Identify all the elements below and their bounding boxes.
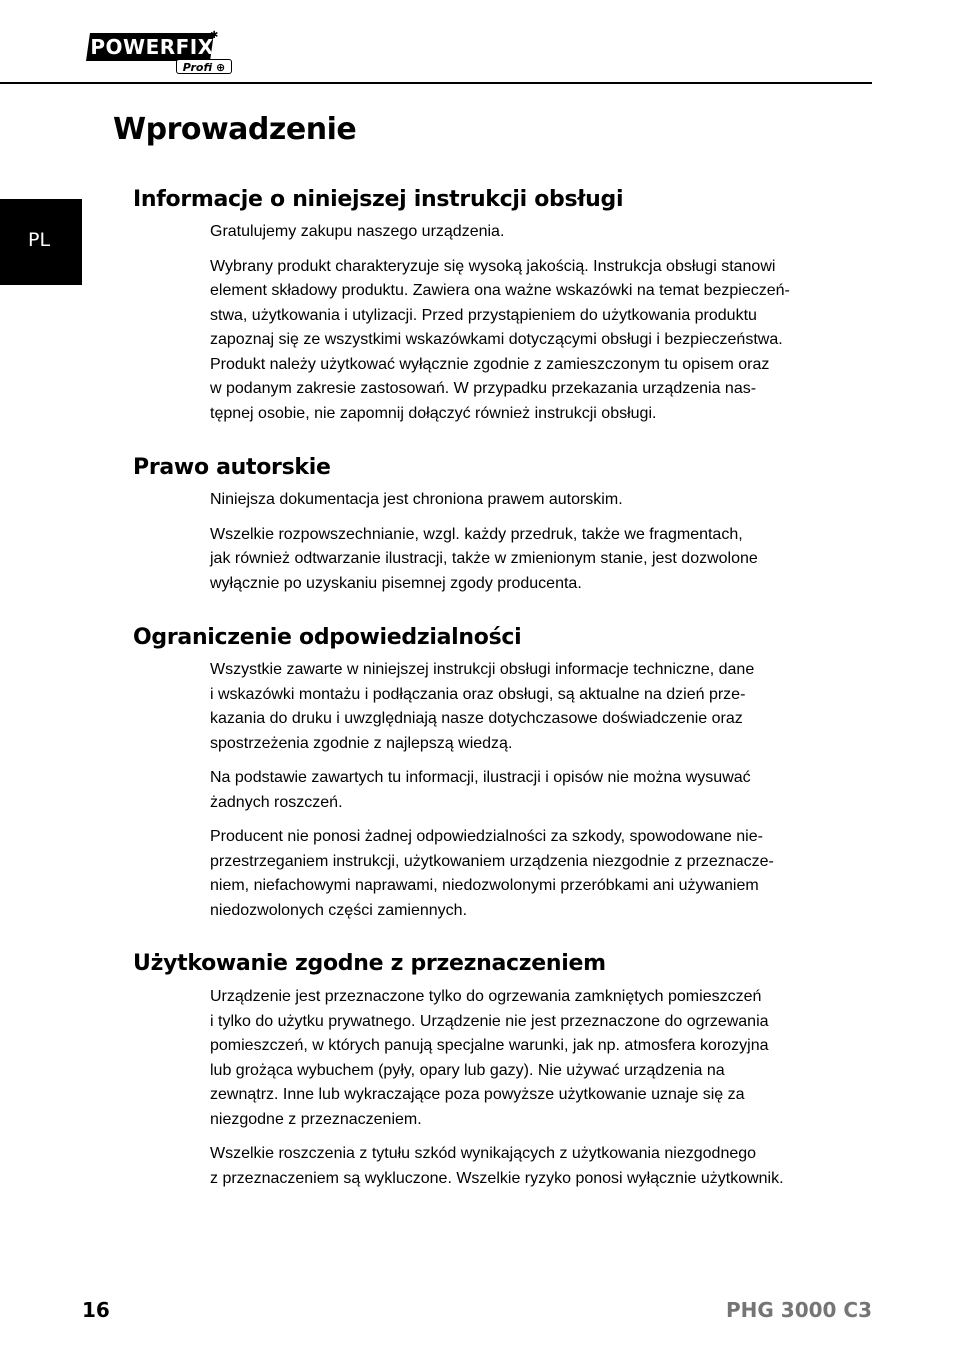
text-line: i tylko do użytku prywatnego. Urządzenie nie jest przeznaczone do ogrzewania [210,1012,769,1030]
text-line: i wskazówki montażu i podłączania oraz obsługi, są aktualne na dzień prze- [210,685,746,703]
text-line: stwa, użytkowania i utylizacji. Przed przystąpieniem do użytkowania produktu [210,306,757,324]
text-line: Gratulujemy zakupu naszego urządzenia. [210,223,505,240]
paragraph [210,255,850,427]
section-heading: Ograniczenie odpowiedzialności [133,625,522,650]
section-heading: Użytkowanie zgodne z przeznaczeniem [133,951,606,976]
logo-text: POWERFIX [90,35,214,59]
text-line: kazania do druku i uwzględniają nasze dotychczasowe doświadczenie oraz [210,710,743,727]
text-line: jak również odtwarzanie ilustracji, także w zmienionym stanie, jest dozwolone [210,550,758,567]
paragraph [210,825,850,923]
text-line: niedozwolonych części zamiennych. [210,901,468,919]
text-line: Na podstawie zawartych tu informacji, ilustracji i opisów nie można wysuwać [210,769,751,786]
section-body [210,658,850,933]
powerfix-logo [88,30,236,75]
paragraph [210,985,850,1132]
text-line: Wybrany produkt charakteryzuje się wysoką jakością. Instrukcja obsługi stanowi [210,257,776,275]
language-tab [0,199,82,285]
text-line: zewnątrz. Inne lub wykraczające poza powyższe użytkowanie uznaje się za [210,1086,745,1103]
text-line: żadnych roszczeń. [210,793,343,811]
section-body [210,220,850,436]
header-rule [0,82,872,84]
text-line: Produkt należy użytkować wyłącznie zgodnie z zamieszczonym tu opisem oraz [210,355,770,373]
text-line: Wszelkie roszczenia z tytułu szkód wynikających z użytkowania niezgodnego [210,1145,757,1162]
paragraph [210,488,850,513]
model-name: PHG 3000 C3 [726,1298,872,1322]
text-line: tępnej osobie, nie zapomnij dołączyć również instrukcji obsługi. [210,404,657,422]
logo-profi-text: Profi [182,61,213,74]
text-line: spostrzeżenia zgodnie z najlepszą wiedzą. [210,734,513,752]
logo-profi-badge: Profi ⊕ [176,59,232,74]
text-line: pomieszczeń, w których panują specjalne warunki, jak np. atmosfera korozyjna [210,1037,769,1054]
page-number: 16 [82,1298,110,1322]
paragraph [210,766,850,815]
section-body [210,985,850,1201]
logo-star-icon: ✱ [210,30,219,41]
paragraph [210,220,850,245]
text-line: z przeznaczeniem są wykluczone. Wszelkie ryzyko ponosi wyłącznie użytkownik. [210,1169,784,1187]
page-title: Wprowadzenie [113,112,357,147]
text-line: element składowy produktu. Zawiera ona ważne wskazówki na temat bezpieczeń- [210,282,790,299]
text-line: wyłącznie po uzyskaniu pisemnej zgody producenta. [210,574,582,592]
section-heading: Informacje o niniejszej instrukcji obsługi [133,187,624,212]
text-line: Wszelkie rozpowszechnianie, wzgl. każdy przedruk, także we fragmentach, [210,525,743,543]
text-line: zapoznaj się ze wszystkimi wskazówkami dotyczącymi obsługi i bezpieczeństwa. [210,331,783,348]
language-tab-label: PL [28,229,51,251]
text-line: Urządzenie jest przeznaczone tylko do ogrzewania zamkniętych pomieszczeń [210,988,762,1005]
section-body [210,488,850,606]
paragraph [210,1142,850,1191]
paragraph [210,658,850,756]
section-heading: Prawo autorskie [133,455,331,480]
text-line: w podanym zakresie zastosowań. W przypadku przekazania urządzenia nas- [210,380,757,397]
text-line: niem, niefachowymi naprawami, niedozwolonymi przeróbkami ani używaniem [210,877,759,894]
text-line: Niniejsza dokumentacja jest chroniona prawem autorskim. [210,491,623,508]
text-line: lub grożąca wybuchem (pyły, opary lub gazy). Nie używać urządzenia na [210,1061,725,1079]
text-line: przestrzeganiem instrukcji, użytkowaniem urządzenia niezgodnie z przeznacze- [210,852,774,870]
text-line: Producent nie ponosi żadnej odpowiedzialności za szkody, spowodowane nie- [210,828,763,845]
text-line: Wszystkie zawarte w niniejszej instrukcji obsługi informacje techniczne, dane [210,661,755,678]
text-line: niezgodne z przeznaczeniem. [210,1110,422,1128]
paragraph [210,523,850,597]
